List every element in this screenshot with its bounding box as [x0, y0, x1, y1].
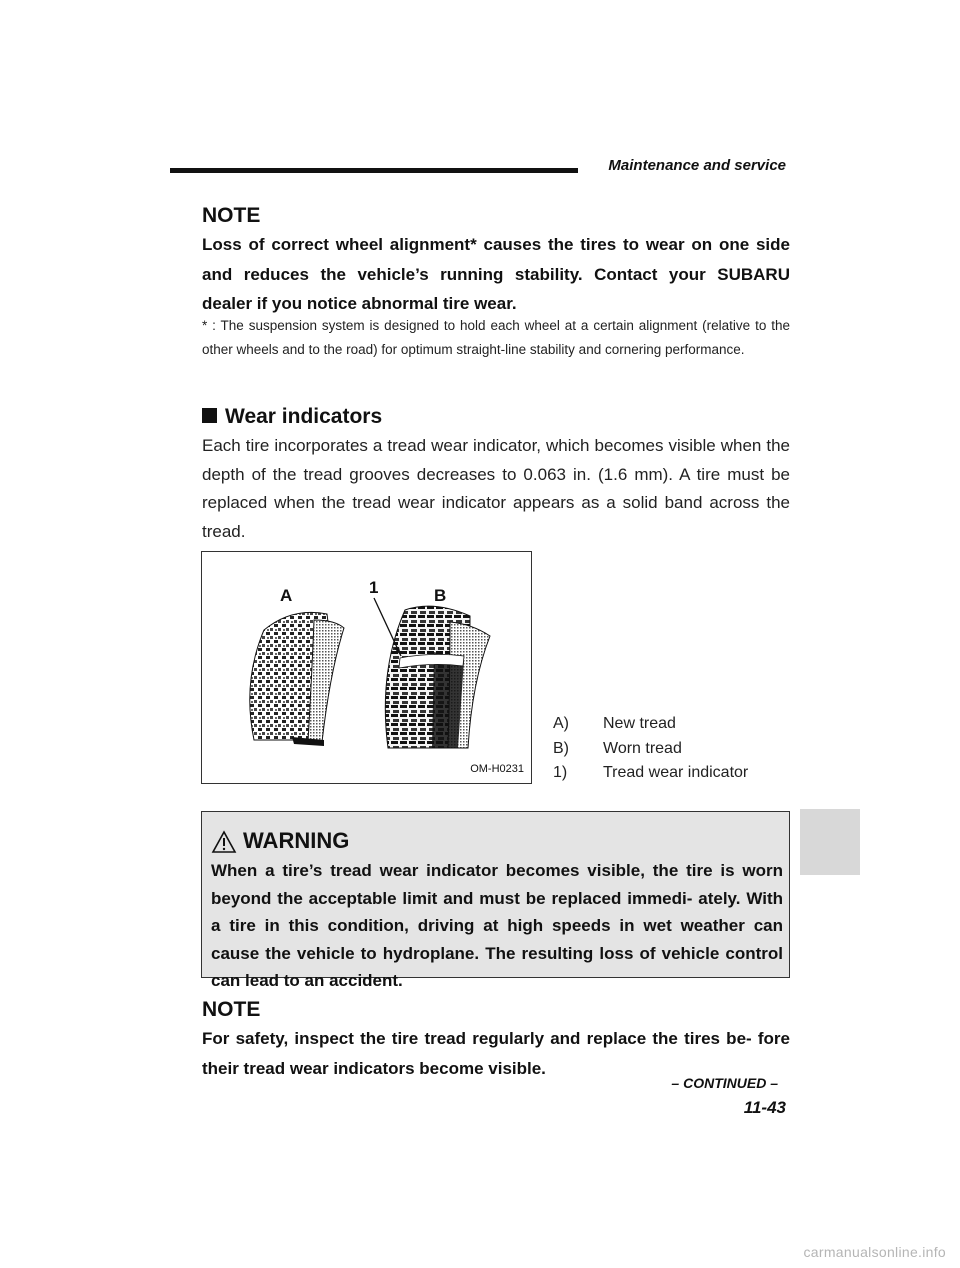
legend-item: B) Worn tread [553, 739, 682, 757]
header-rule [170, 168, 578, 173]
tread-figure [201, 551, 532, 784]
watermark: carmanualsonline.info [803, 1244, 946, 1260]
square-bullet-icon [202, 408, 217, 423]
warning-box [201, 811, 790, 990]
figure-code: OM-H0231 [470, 763, 524, 775]
page-number: 11-43 [743, 1098, 786, 1117]
note-text: For safety, inspect the tire tread regularly and replace the tires be- fore their tread wear indicators become visible. [202, 1029, 790, 1078]
note-heading: NOTE [202, 204, 261, 227]
continued-marker: – CONTINUED – [671, 1075, 778, 1091]
note-text: Loss of correct wheel alignment* causes the tires to wear on one side and reduces the vehicle’s running stability. Contact your SUBARU dealer if you notice abnormal tire wear. [202, 235, 790, 313]
footnote: * : The suspension system is designed to hold each wheel at a certain alignment (relative to the other wheels and to the road) for optimum straight-line stability and cornering performance. [202, 318, 790, 357]
section-text: Each tire incorporates a tread wear indicator, which becomes visible when the depth of the tread grooves decreases to 0.063 in. (1.6 mm). A tire must be replaced when the tread wear indicator appears as a solid band across the tread. [202, 436, 790, 541]
legend-item: 1) Tread wear indicator [553, 764, 749, 781]
chapter-tab [800, 809, 860, 875]
warning-title: WARNING [211, 828, 349, 854]
figure-label-1: 1 [369, 578, 379, 597]
figure-legend [553, 712, 748, 786]
figure-label-b: B [434, 586, 447, 605]
section-title: Wear indicators [225, 405, 383, 428]
warning-triangle-icon [211, 830, 237, 854]
figure-label-a: A [280, 586, 293, 605]
section-heading [202, 405, 382, 429]
warning-text: When a tire’s tread wear indicator becomes visible, the tire is worn beyond the acceptable limit and must be replaced immedi- ately. With a tire in this condition, driving at high speeds in wet weather can cause the vehicle to hydroplane. The resulting loss of vehicle control can lead to an accident. [211, 861, 783, 990]
legend-item: A) New tread [553, 715, 676, 732]
note-heading: NOTE [202, 998, 261, 1021]
header-title: Maintenance and service [608, 157, 786, 174]
tire-illustration [202, 552, 531, 783]
